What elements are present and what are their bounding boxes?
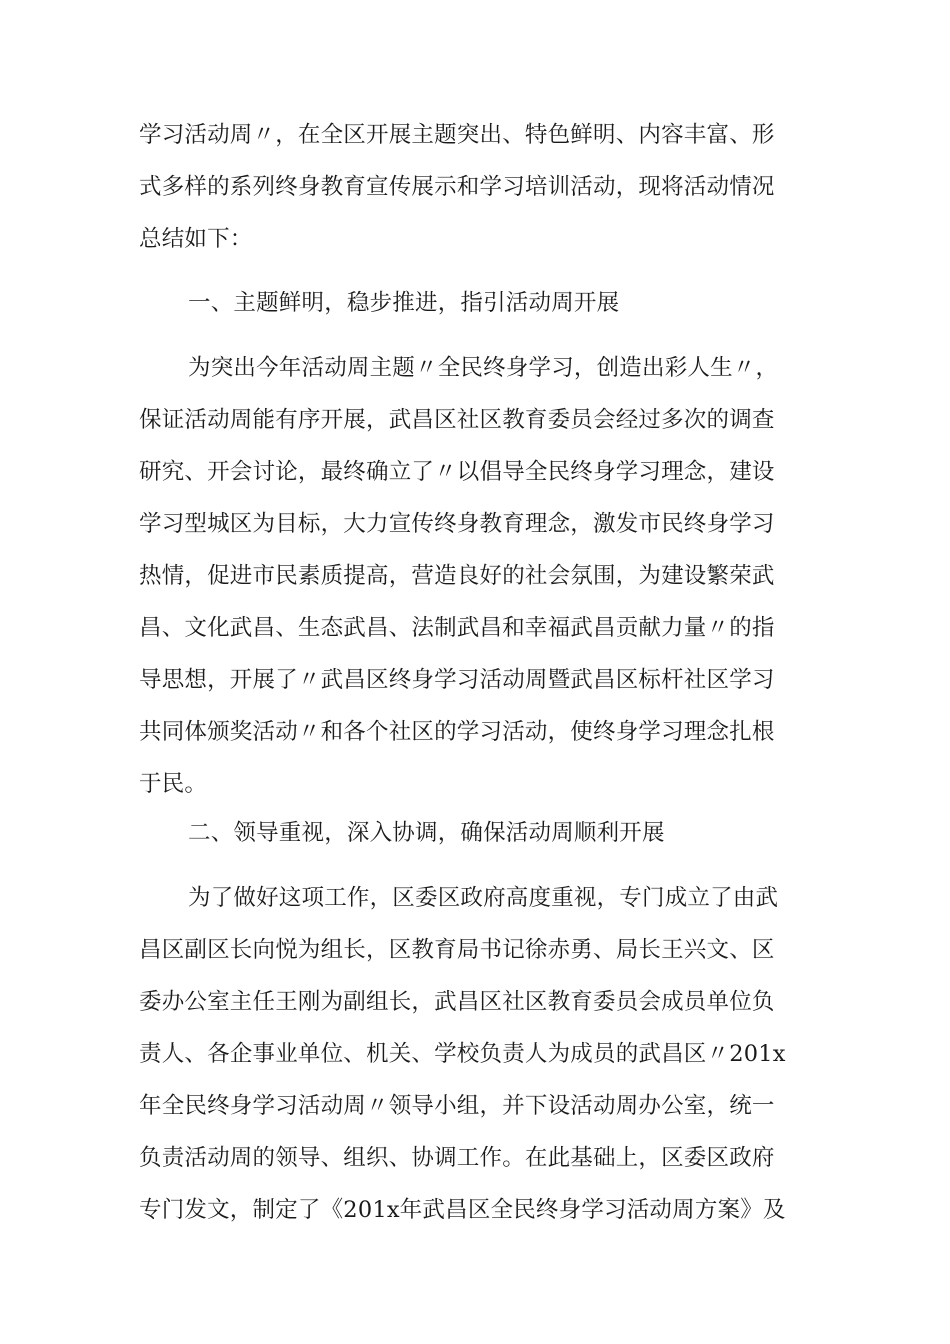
paragraph-2-line-3: 委办公室主任王刚为副组长，武昌区社区教育委员会成员单位负 xyxy=(139,989,775,1015)
paragraph-1-line-6: 昌、文化武昌、生态武昌、法制武昌和幸福武昌贡献力量〃的指 xyxy=(139,615,775,641)
section-heading-1: 一、主题鲜明，稳步推进，指引活动周开展 xyxy=(188,290,620,316)
paragraph-2-line-6: 负责活动周的领导、组织、协调工作。在此基础上，区委区政府 xyxy=(139,1145,775,1171)
paragraph-2-line-1: 为了做好这项工作，区委区政府高度重视，专门成立了由武 xyxy=(188,885,779,911)
paragraph-1-line-2: 保证活动周能有序开展，武昌区社区教育委员会经过多次的调查 xyxy=(139,407,775,433)
paragraph-1-line-8: 共同体颁奖活动〃和各个社区的学习活动，使终身学习理念扎根 xyxy=(139,719,775,745)
paragraph-2-line-5: 年全民终身学习活动周〃领导小组，并下设活动周办公室，统一 xyxy=(139,1093,775,1119)
paragraph-2-line-4: 责人、各企事业单位、机关、学校负责人为成员的武昌区〃201x xyxy=(139,1041,786,1067)
paragraph-intro-line-1: 学习活动周〃，在全区开展主题突出、特色鲜明、内容丰富、形 xyxy=(139,122,775,148)
paragraph-1-line-9: 于民。 xyxy=(139,771,208,797)
paragraph-2-line-2: 昌区副区长向悦为组长，区教育局书记徐赤勇、局长王兴文、区 xyxy=(139,937,775,963)
paragraph-1-line-1: 为突出今年活动周主题〃全民终身学习，创造出彩人生〃， xyxy=(188,355,779,381)
paragraph-1-line-4: 学习型城区为目标，大力宣传终身教育理念，激发市民终身学习 xyxy=(139,511,775,537)
paragraph-intro-line-2: 式多样的系列终身教育宣传展示和学习培训活动，现将活动情况 xyxy=(139,174,775,200)
paragraph-1-line-3: 研究、开会讨论，最终确立了〃以倡导全民终身学习理念，建设 xyxy=(139,459,775,485)
paragraph-intro-line-3: 总结如下： xyxy=(139,226,253,252)
section-heading-2: 二、领导重视，深入协调，确保活动周顺利开展 xyxy=(188,820,665,846)
paragraph-1-line-5: 热情，促进市民素质提高，营造良好的社会氛围，为建设繁荣武 xyxy=(139,563,775,589)
paragraph-1-line-7: 导思想，开展了〃武昌区终身学习活动周暨武昌区标杆社区学习 xyxy=(139,667,775,693)
paragraph-2-line-7: 专门发文，制定了《201x年武昌区全民终身学习活动周方案》及 xyxy=(139,1197,786,1223)
